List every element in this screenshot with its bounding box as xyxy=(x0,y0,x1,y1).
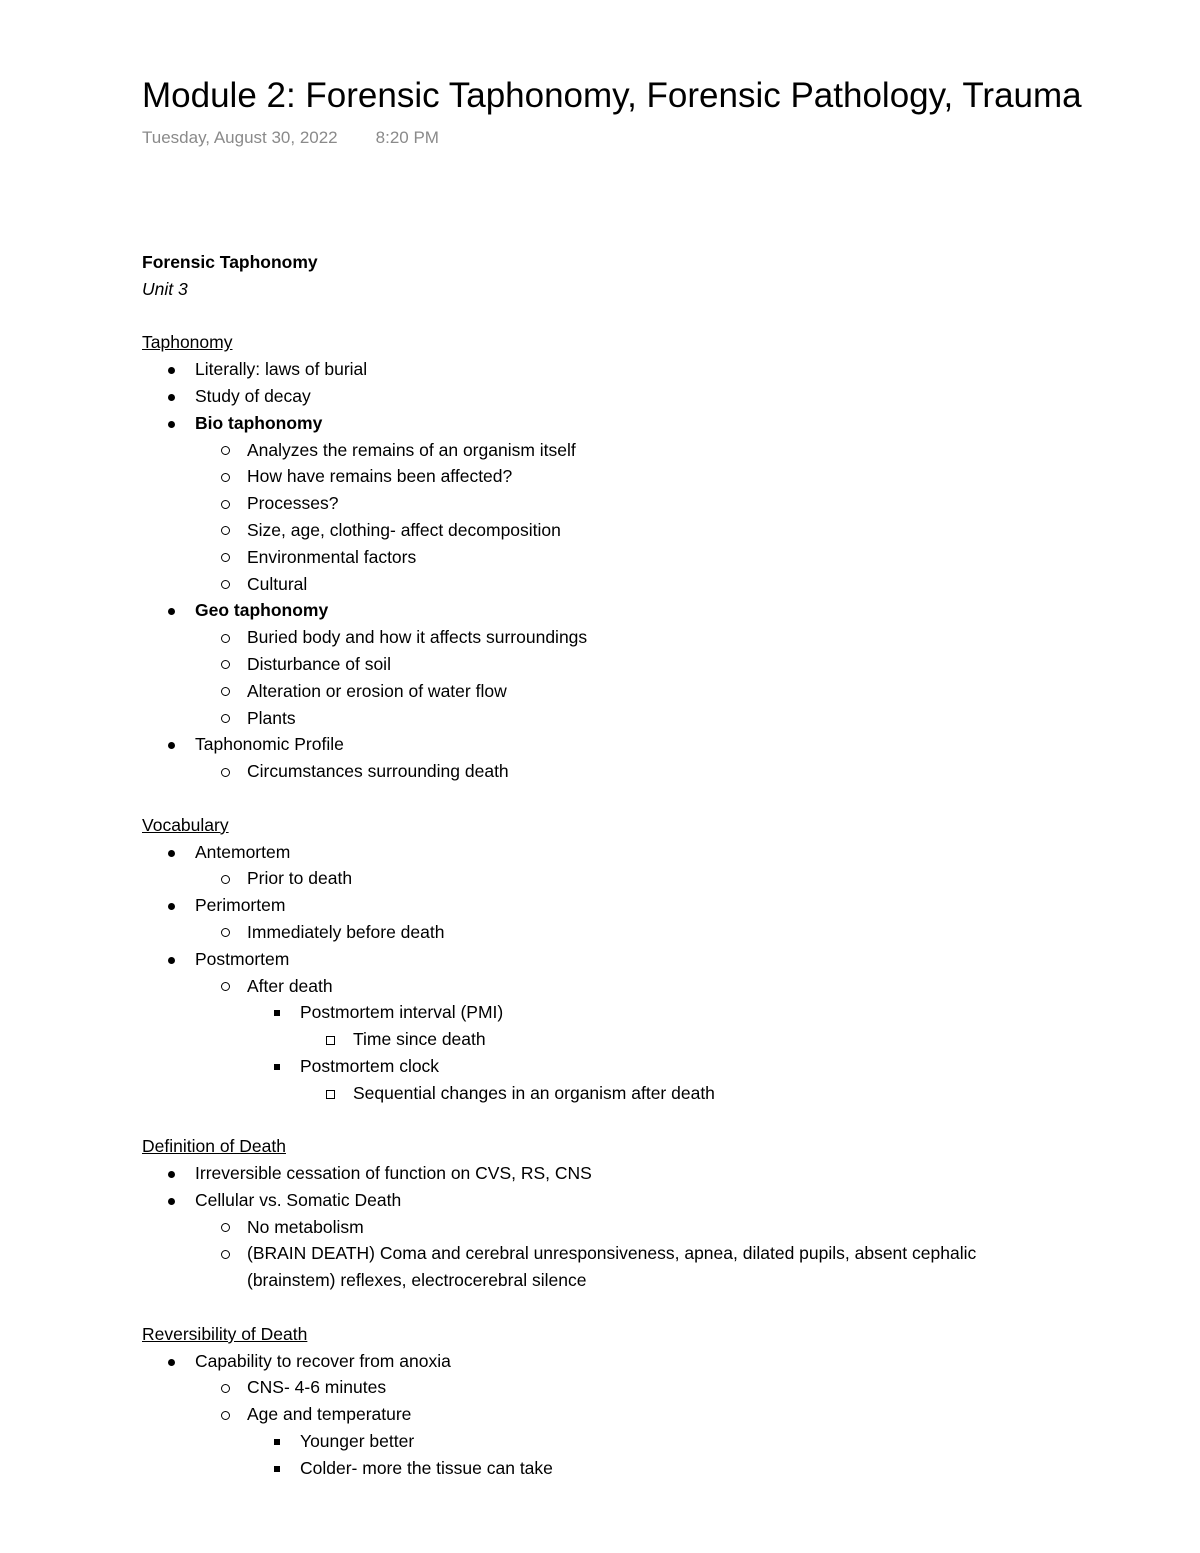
bullet-disc-icon xyxy=(168,1198,175,1205)
list-item: Perimortem xyxy=(142,892,1072,919)
list-item: Younger better xyxy=(142,1428,1072,1455)
page-title: Module 2: Forensic Taphonomy, Forensic Pathology, Trauma xyxy=(142,76,1082,115)
bullet-circle-icon xyxy=(221,526,230,535)
bullet-square-icon xyxy=(274,1439,280,1445)
bullet-circle-icon xyxy=(221,875,230,884)
list-item: Postmortem interval (PMI) xyxy=(142,999,1072,1026)
bullet-circle-icon xyxy=(221,446,230,455)
list-item: Study of decay xyxy=(142,383,1072,410)
list-item: Processes? xyxy=(142,490,1072,517)
bullet-disc-icon xyxy=(168,367,175,374)
bullet-circle-icon xyxy=(221,500,230,509)
list-item: Literally: laws of burial xyxy=(142,356,1072,383)
list-item: Taphonomic Profile xyxy=(142,731,1072,758)
bullet-square-icon xyxy=(274,1466,280,1472)
list-item: Immediately before death xyxy=(142,919,1072,946)
bullet-disc-icon xyxy=(168,742,175,749)
bullet-disc-icon xyxy=(168,608,175,615)
bullet-disc-icon xyxy=(168,421,175,428)
bullet-circle-icon xyxy=(221,1384,230,1393)
definition-title: Definition of Death xyxy=(142,1136,286,1157)
bullet-square-icon xyxy=(274,1064,280,1070)
bullet-circle-icon xyxy=(221,714,230,723)
spacer xyxy=(142,1107,1072,1134)
bullet-disc-icon xyxy=(168,1359,175,1366)
bullet-circle-icon xyxy=(221,473,230,482)
list-item: Cultural xyxy=(142,571,1072,598)
spacer xyxy=(142,1294,1072,1321)
list-item: Colder- more the tissue can take xyxy=(142,1455,1072,1482)
list-item: Time since death xyxy=(142,1026,1072,1053)
note-content xyxy=(142,249,1072,1482)
bullet-circle-icon xyxy=(221,928,230,937)
bullet-hollow-square-icon xyxy=(326,1036,335,1045)
bullet-circle-icon xyxy=(221,687,230,696)
list-item: Sequential changes in an organism after death xyxy=(142,1080,1072,1107)
section-subheading: Unit 3 xyxy=(142,278,188,299)
list-item: Analyzes the remains of an organism itself xyxy=(142,437,1072,464)
list-item: Prior to death xyxy=(142,865,1072,892)
list-item: Age and temperature xyxy=(142,1401,1072,1428)
bullet-disc-icon xyxy=(168,957,175,964)
bullet-disc-icon xyxy=(168,394,175,401)
page-meta xyxy=(142,126,439,150)
bullet-circle-icon xyxy=(221,580,230,589)
bullet-disc-icon xyxy=(168,903,175,910)
bullet-circle-icon xyxy=(221,1250,230,1259)
list-item: Disturbance of soil xyxy=(142,651,1072,678)
bullet-disc-icon xyxy=(168,1171,175,1178)
taphonomy-title: Taphonomy xyxy=(142,332,233,353)
list-item: Cellular vs. Somatic Death xyxy=(142,1187,1072,1214)
list-item: Alteration or erosion of water flow xyxy=(142,678,1072,705)
bullet-circle-icon xyxy=(221,768,230,777)
list-item: Antemortem xyxy=(142,839,1072,866)
bullet-circle-icon xyxy=(221,982,230,991)
spacer xyxy=(142,303,1072,330)
bullet-circle-icon xyxy=(221,634,230,643)
list-item: (BRAIN DEATH) Coma and cerebral unresponsiveness, apnea, dilated pupils, absent cephalic xyxy=(142,1240,1072,1267)
bullet-circle-icon xyxy=(221,660,230,669)
list-item: Bio taphonomy xyxy=(142,410,1072,437)
list-item: Environmental factors xyxy=(142,544,1072,571)
list-item: CNS- 4-6 minutes xyxy=(142,1374,1072,1401)
list-item: Geo taphonomy xyxy=(142,597,1072,624)
list-item: Capability to recover from anoxia xyxy=(142,1348,1072,1375)
bullet-hollow-square-icon xyxy=(326,1090,335,1099)
bullet-circle-icon xyxy=(221,1411,230,1420)
list-item: After death xyxy=(142,973,1072,1000)
reversibility-title: Reversibility of Death xyxy=(142,1323,308,1344)
section-heading: Forensic Taphonomy xyxy=(142,252,318,272)
list-item: Plants xyxy=(142,705,1072,732)
list-item: Buried body and how it affects surroundings xyxy=(142,624,1072,651)
bullet-circle-icon xyxy=(221,553,230,562)
list-item: Circumstances surrounding death xyxy=(142,758,1072,785)
list-item-continuation: (brainstem) reflexes, electrocerebral silence xyxy=(247,1270,587,1291)
bullet-circle-icon xyxy=(221,1223,230,1232)
list-item: Size, age, clothing- affect decomposition xyxy=(142,517,1072,544)
page-time: 8:20 PM xyxy=(375,128,439,147)
spacer xyxy=(142,785,1072,812)
list-item: Irreversible cessation of function on CVS, RS, CNS xyxy=(142,1160,1072,1187)
list-item: Postmortem xyxy=(142,946,1072,973)
list-item: No metabolism xyxy=(142,1214,1072,1241)
page-date: Tuesday, August 30, 2022 xyxy=(142,128,338,147)
bullet-square-icon xyxy=(274,1010,280,1016)
list-item: How have remains been affected? xyxy=(142,463,1072,490)
bullet-disc-icon xyxy=(168,850,175,857)
list-item: Postmortem clock xyxy=(142,1053,1072,1080)
vocabulary-title: Vocabulary xyxy=(142,814,229,835)
